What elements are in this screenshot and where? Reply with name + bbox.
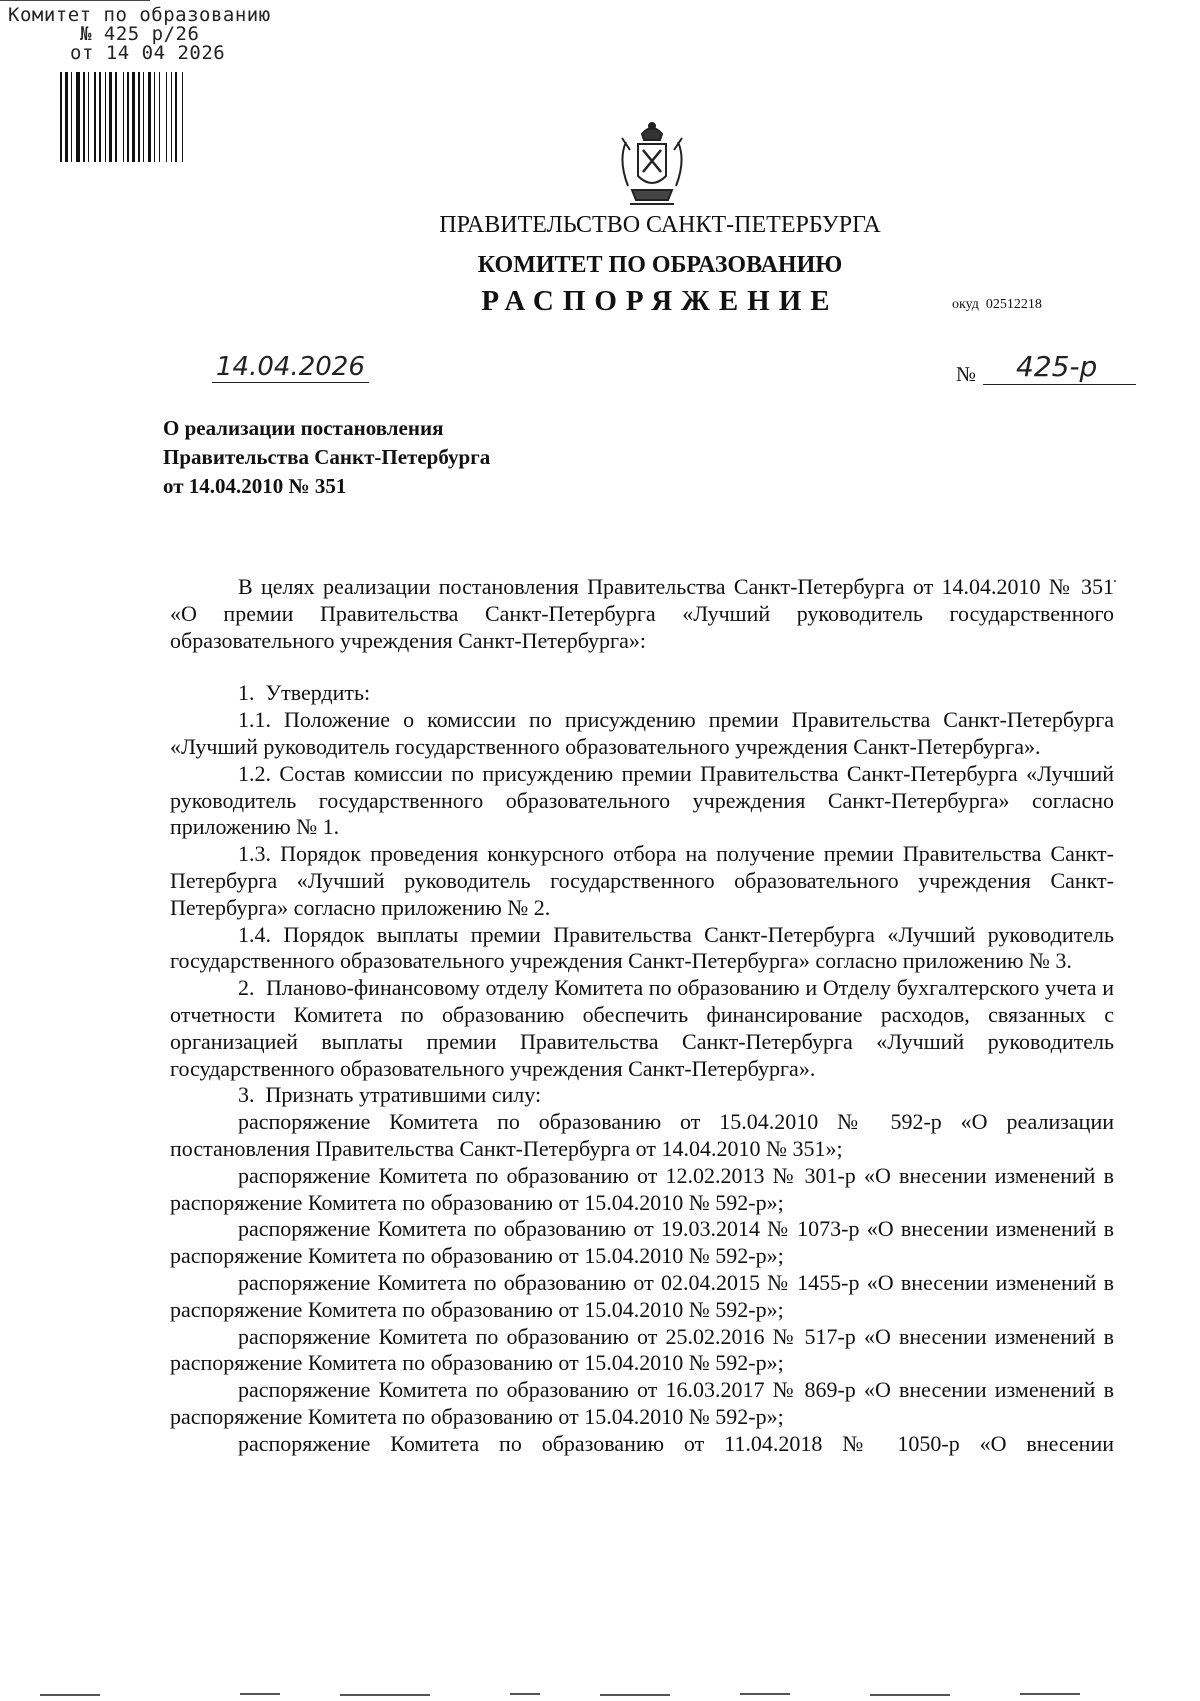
stamp-line-date: от 14 04 2026 xyxy=(70,42,226,64)
repealed-order: распоряжение Комитета по образованию от 02.04.2015 № 1455-р «О внесении изменений в распоряжение Комитета по образованию от 15.04.2010 № 592-р»; xyxy=(170,1269,1114,1322)
barcode-bar xyxy=(123,72,124,162)
document-number xyxy=(956,350,1136,386)
repealed-order: распоряжение Комитета по образованию от 25.02.2016 № 517-р «О внесении изменений в распоряжение Комитета по образованию от 15.04.2010 № 592-р»; xyxy=(170,1323,1114,1376)
item-1-1: 1.1. Положение о комиссии по присуждению премии Правительства Санкт-Петербурга «Лучший руководитель государственного образовательного учреждения Санкт-Петербурга». xyxy=(170,707,1114,759)
item-2: 2. Планово-финансовому отделу Комитета по образованию и Отделу бухгалтерского учета и отчетности Комитета по образованию обеспечить финансирование расходов, связанных с организацией выплаты премии Правительства Санкт-Петербурга «Лучший руководитель государственного образовательного учреждения Санкт-Петербурга». xyxy=(170,975,1114,1081)
committee-title: КОМИТЕТ ПО ОБРАЗОВАНИЮ xyxy=(477,252,843,278)
barcode-bar xyxy=(76,72,80,162)
barcode-bar xyxy=(132,72,135,162)
barcode-bar xyxy=(115,72,117,162)
subject-line: Правительства Санкт-Петербурга xyxy=(163,445,491,469)
item-1-4: 1.4. Порядок выплаты премии Правительства Санкт-Петербурга «Лучший руководитель государственного образовательного учреждения Санкт-Петербурга» согласно приложению № 3. xyxy=(170,921,1114,974)
repealed-order: распоряжение Комитета по образованию от 15.04.2010 № 592-р «О реализации постановления Правительства Санкт-Петербурга от 14.04.2010 № 351»; xyxy=(170,1109,1114,1161)
barcode-bar xyxy=(171,72,172,162)
number-sign: № xyxy=(956,362,977,386)
barcode-bar xyxy=(159,72,160,162)
barcode-bar xyxy=(166,72,167,162)
barcode-bar xyxy=(105,72,106,162)
subject-line: от 14.04.2010 № 351 xyxy=(163,474,347,498)
barcode-bar xyxy=(148,72,151,162)
handwritten-date: 14.04.2026 xyxy=(212,352,369,383)
government-title: ПРАВИТЕЛЬСТВО САНКТ-ПЕТЕРБУРГА xyxy=(439,212,881,238)
barcode-bar xyxy=(138,72,140,162)
barcode-bar xyxy=(65,72,68,162)
barcode-bar xyxy=(88,72,89,162)
barcode-bar xyxy=(94,72,96,162)
item-3: 3. Признать утратившими силу: xyxy=(238,1082,542,1108)
scan-bottom-edge-marks xyxy=(40,1690,1160,1700)
coat-of-arms-emblem xyxy=(612,120,692,210)
handwritten-number: 425-р xyxy=(1016,350,1098,383)
barcode-bar xyxy=(99,72,101,162)
repealed-order: распоряжение Комитета по образованию от 11.04.2018 № 1050-р «О внесении xyxy=(238,1430,1114,1456)
repealed-order: распоряжение Комитета по образованию от 16.03.2017 № 869-р «О внесении изменений в распоряжение Комитета по образованию от 15.04.2010 № 592-р»; xyxy=(170,1377,1114,1429)
stamp-line-number: № 425 р/26 xyxy=(80,23,200,45)
item-1-3: 1.3. Порядок проведения конкурсного отбора на получение премии Правительства Санкт-Петербурга «Лучший руководитель государственного образовательного учреждения Санкт-Петербурга» согласно приложению № 2. xyxy=(170,841,1114,920)
barcode-bar xyxy=(143,72,144,162)
okud-label: окуд xyxy=(952,297,979,312)
barcode-bar xyxy=(109,72,112,162)
repealed-order: распоряжение Комитета по образованию от 12.02.2013 № 301-р «О внесении изменений в распоряжение Комитета по образованию от 15.04.2010 № 592-р»; xyxy=(170,1162,1114,1215)
item-1-2: 1.2. Состав комиссии по присуждению премии Правительства Санкт-Петербурга «Лучший руководитель государственного образовательного учреждения Санкт-Петербурга» согласно приложению № 1. xyxy=(170,760,1114,840)
document-subject xyxy=(163,414,490,501)
barcode-bar xyxy=(127,72,129,162)
number-underline xyxy=(983,384,1136,385)
intro-paragraph: В целях реализации постановления Правительства Санкт-Петербурга от 14.04.2010 № 351 «О премии Правительства Санкт-Петербурга «Лучший руководитель государственного образовательного учреждения Санкт-Петербурга»: xyxy=(170,574,1114,653)
document-type-title: РАСПОРЯЖЕНИЕ xyxy=(481,285,839,317)
okud-value: 02512218 xyxy=(985,297,1042,312)
barcode-bar xyxy=(83,72,85,162)
barcode-bar xyxy=(175,72,177,162)
registration-stamp xyxy=(8,6,271,63)
okud-code xyxy=(952,297,1042,313)
barcode-bar xyxy=(60,72,62,162)
barcode-bar xyxy=(71,72,72,162)
subject-line: О реализации постановления xyxy=(163,416,444,440)
barcode-bar xyxy=(182,72,183,162)
barcode xyxy=(60,72,210,162)
item-1: 1. Утвердить: xyxy=(238,680,371,706)
stamp-line-committee: Комитет по образованию xyxy=(8,4,271,26)
document-body xyxy=(170,574,1114,1458)
repealed-order: распоряжение Комитета по образованию от 19.03.2014 № 1073-р «О внесении изменений в распоряжение Комитета по образованию от 15.04.2010 № 592-р»; xyxy=(170,1216,1114,1269)
barcode-bar xyxy=(154,72,155,162)
scan-dot xyxy=(1114,580,1116,582)
scan-edge-line xyxy=(0,0,150,1)
